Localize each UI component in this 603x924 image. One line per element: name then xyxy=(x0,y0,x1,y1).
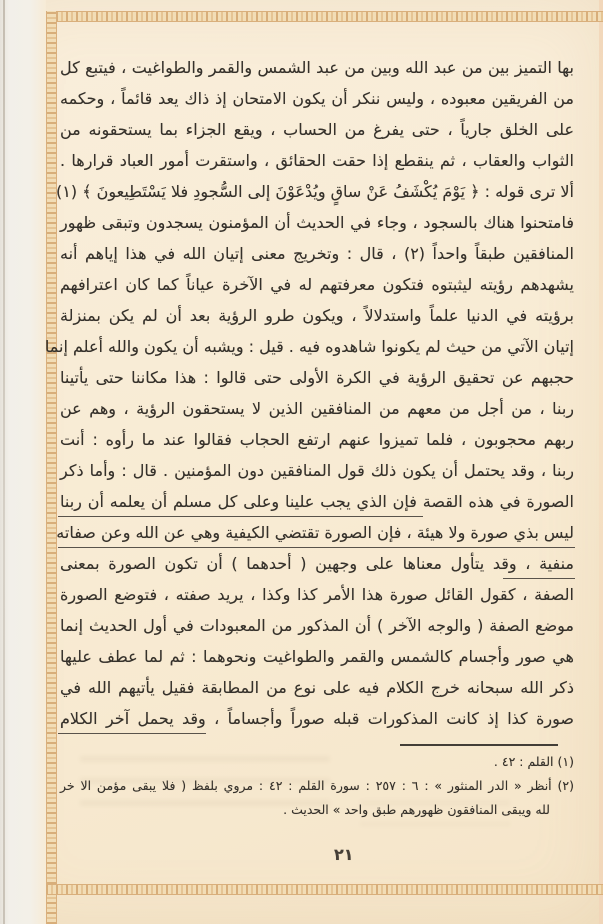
body-line: ذكر الله سبحانه خرج الكلام فيه على نوع من المطابقة فقيل يأتيهم الله في xyxy=(60,678,574,697)
footnote-line: (٢) أنظر « الدر المنثور » : ٦ : ٢٥٧ : سورة القلم : ٤٢ : مروي بلفظ ( فلا يبقى مؤمن الا خر xyxy=(60,778,574,793)
bleed-through-smudge xyxy=(80,756,330,806)
border-ornament-bottom xyxy=(46,884,603,895)
body-line: المنافقين طبقاً واحداً (٢) ، قال : وتخريج معنى إتيان الله في هذا إياهم أنه xyxy=(60,244,575,263)
body-line: ربنا ، وقد يحتمل أن يكون ذلك قول المنافقين دون المؤمنين . قال : وأما ذكر xyxy=(60,461,574,480)
body-line: الثواب والعقاب ، ثم ينقطع إذا حقت الحقائق ، واستقرت أمور العباد قرارها . xyxy=(60,151,574,170)
body-line: صورة كذا إذ كانت المذكورات قبله صوراً وأجساماً ، وقد يحمل آخر الكلام xyxy=(60,709,574,728)
footnote-line: لله ويبقى المنافقون ظهورهم طبق واحد » الحديث . xyxy=(283,802,550,817)
underline-mark xyxy=(58,516,423,517)
body-line: يشهدهم رؤيته ليثبتوه فتكون معرفتهم له في الآخرة عياناً كما كان اعترافهم xyxy=(60,275,574,294)
body-line: برؤيته في الدنيا علماً واستدلالاً ، ويكون طرو الرؤية بعد أن لم يكن بمنزلة xyxy=(60,306,574,325)
body-line-quran-verse: ألا ترى قوله : ﴿ يَوْمَ يُكْشَفُ عَنْ ساقٍ ويُدْعَوْنَ إلى السُّجودِ فلا يَسْتَطِيعونَ ﴾ (١) xyxy=(56,182,574,201)
body-line: موضع الصفة ( والوجه الآخر ) أن المذكور من المعبودات في أول الحديث إنما xyxy=(60,616,574,635)
body-line: هي صور وأجسام كالشمس والقمر والطواغيت ونحوهما : ثم لما عطف عليها xyxy=(60,647,574,666)
body-line: ليس بذي صورة ولا هيئة ، فإن الصورة تقتضي الكيفية وهي عن الله وعن صفاته xyxy=(56,523,574,542)
border-ornament-top xyxy=(46,11,603,22)
underline-mark xyxy=(58,733,206,734)
footnote-separator xyxy=(400,744,558,746)
body-text xyxy=(44,52,575,734)
border-ornament-left xyxy=(46,11,57,924)
body-line: منفية ، وقد يتأول معناها على وجهين ( أحدهما ) أن تكون الصورة بمعنى xyxy=(60,554,574,573)
body-line: فامتحنوا هناك بالسجود ، وجاء في الحديث أن المؤمنون يسجدون وتبقى ظهور xyxy=(60,213,574,232)
body-line: إتيان الآتي من حيث لم يكونوا شاهدوه فيه . قيل : ويشبه أن يكون والله أعلم إنما xyxy=(44,337,574,356)
body-line: الصورة في هذه القصة فإن الذي يجب علينا وعلى كل مسلم أن يعلمه أن ربنا xyxy=(60,492,574,511)
scan-right-edge xyxy=(599,0,603,924)
body-line: ربنا ، من أجل من معهم من المنافقين الذين لا يستحقون الرؤية ، وهم عن xyxy=(60,399,574,418)
page-gutter xyxy=(0,0,46,924)
body-line: ربهم محجوبون ، فلما تميزوا عنهم ارتفع الحجاب فقالوا عند ما رأوه : أنت xyxy=(60,430,574,449)
body-line: حجبهم عن تحقيق الرؤية في الكرة الأولى حتى قالوا : هذا مكاننا حتى يأتينا xyxy=(60,368,574,387)
footnote-line: (١) القلم : ٤٢ . xyxy=(493,754,574,769)
body-line: بها التميز بين من عبد الله وبين من عبد الشمس والقمر والطواغيت ، فيتبع كل xyxy=(60,58,574,77)
body-line: على الخلق جارياً ، حتى يفرغ من الحساب ، ويقع الجزاء بما يستحقونه من xyxy=(60,120,574,139)
bleed-through-smudge xyxy=(360,800,510,826)
scan-edge-line xyxy=(3,0,5,924)
underline-mark xyxy=(503,578,575,579)
body-line: من الفريقين معبوده ، وليس ننكر أن يكون الامتحان إذ ذاك يعد قائماً ، وحكمه xyxy=(60,89,574,108)
body-line: الصفة ، كقول القائل صورة هذا الأمر كذا وكذا ، يريد صفته ، فتوضع الصورة xyxy=(60,585,574,604)
page-number: ٢١ xyxy=(334,845,354,864)
underline-mark xyxy=(58,547,575,548)
